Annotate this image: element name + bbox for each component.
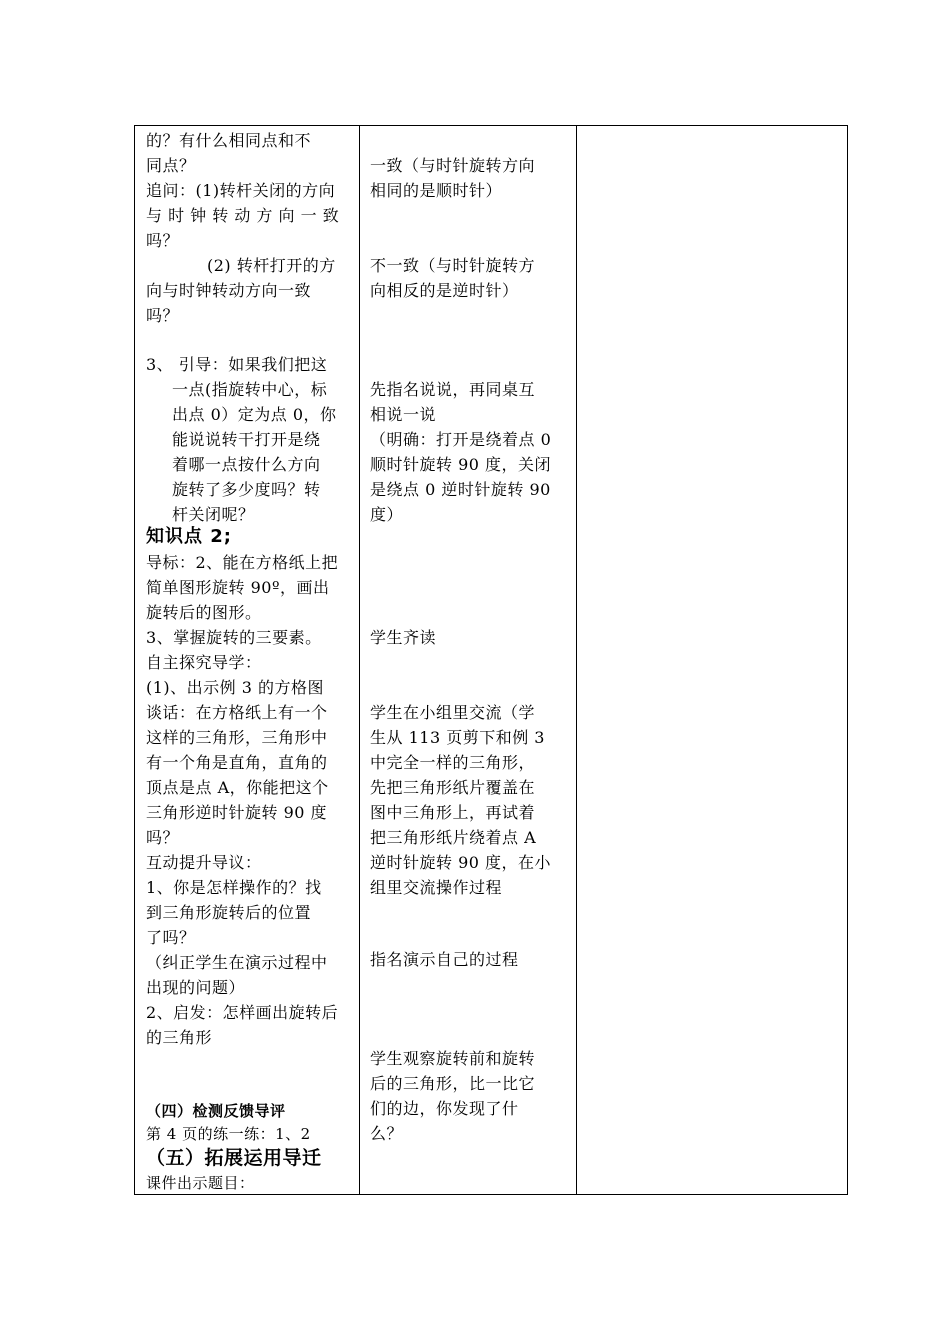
col1-line: 第 4 页的练一练：1、2 [146, 1125, 311, 1143]
col1-line: 有一个角是直角，直角的 [146, 753, 328, 772]
col1-line: 三角形逆时针旋转 90 度 [146, 803, 328, 822]
col2-line: 一致（与时针旋转方向 [370, 156, 536, 175]
lesson-plan-table [134, 125, 848, 1195]
col2-line: 把三角形纸片绕着点 A [370, 828, 537, 847]
col2-line: 图中三角形上，再试着 [370, 803, 536, 822]
col1-line: 旋转后的图形。 [146, 603, 262, 622]
col2-line: 顺时针旋转 90 度，关闭 [370, 455, 552, 474]
col1-line: 一点(指旋转中心，标 [172, 380, 328, 399]
col1-line: 向与时钟转动方向一致 [146, 281, 312, 300]
col2-line: 先把三角形纸片覆盖在 [370, 778, 536, 797]
col1-line: 谈话：在方格纸上有一个 [146, 703, 328, 722]
col2-line: （明确：打开是绕着点 0 [370, 430, 552, 449]
col1-line: 的三角形 [146, 1028, 213, 1047]
col1-line: 导标：2、能在方格纸上把 [146, 553, 339, 572]
col1-line: 互动提升导议： [146, 853, 262, 872]
col1-line: 的？有什么相同点和不 [146, 131, 312, 150]
col1-line: 3、掌握旋转的三要素。 [146, 628, 322, 647]
col1-line: 着哪一点按什么方向 [172, 455, 321, 474]
col1-line: 2、启发：怎样画出旋转后 [146, 1003, 339, 1022]
col1-line: 自主探究导学： [146, 653, 262, 672]
col2-line: 学生齐读 [370, 628, 437, 647]
col2-line: 么？ [370, 1124, 404, 1143]
col1-line: （纠正学生在演示过程中 [146, 953, 328, 972]
section-heading: （四）检测反馈导评 [146, 1102, 286, 1120]
col1-line: 3、 引导：如果我们把这 [146, 355, 328, 374]
column-divider-1 [359, 126, 360, 1194]
col2-line: 不一致（与时针旋转方 [370, 256, 536, 275]
col2-line: 学生在小组里交流（学 [370, 703, 536, 722]
col2-line: 相说一说 [370, 405, 437, 424]
col2-line: 相同的是顺时针） [370, 181, 503, 200]
col1-line: 出点 0）定为点 0，你 [172, 405, 337, 424]
col2-line: 后的三角形，比一比它 [370, 1074, 536, 1093]
col2-line: 指名演示自己的过程 [370, 950, 519, 969]
col1-line: 与 时 钟 转 动 方 向 一 致 [146, 206, 340, 225]
col1-line: 吗？ [146, 306, 180, 325]
col1-line: 了吗？ [146, 928, 196, 947]
col1-line: 能说说转干打开是绕 [172, 430, 321, 449]
col1-line: 杆关闭呢？ [172, 505, 255, 524]
col1-line: 旋转了多少度吗？转 [172, 480, 321, 499]
col1-line: 追问：(1)转杆关闭的方向 [146, 181, 336, 200]
col2-line: 学生观察旋转前和旋转 [370, 1049, 536, 1068]
col1-line: (1)、出示例 3 的方格图 [146, 678, 325, 697]
col2-line: 们的边，你发现了什 [370, 1099, 519, 1118]
col2-line: 逆时针旋转 90 度，在小 [370, 853, 552, 872]
col1-line: 课件出示题目： [146, 1174, 255, 1192]
col1-line: 这样的三角形，三角形中 [146, 728, 328, 747]
col1-line: 到三角形旋转后的位置 [146, 903, 312, 922]
col1-line: 顶点是点 A，你能把这个 [146, 778, 329, 797]
col2-line: 向相反的是逆时针） [370, 281, 519, 300]
col2-line: 是绕点 0 逆时针旋转 90 [370, 480, 551, 499]
col2-line: 组里交流操作过程 [370, 878, 503, 897]
col2-line: 中完全一样的三角形， [370, 753, 536, 772]
column-divider-2 [576, 126, 577, 1194]
col1-line: 吗？ [146, 231, 180, 250]
col1-line: 吗？ [146, 828, 180, 847]
col1-line: (2) 转杆打开的方 [207, 256, 336, 275]
section-heading: （五）拓展运用导迁 [146, 1147, 322, 1169]
col1-line: 出现的问题） [146, 978, 246, 997]
col2-line: 生从 113 页剪下和例 3 [370, 728, 545, 747]
section-heading: 知识点 2; [146, 526, 232, 547]
col2-line: 先指名说说，再同桌互 [370, 380, 536, 399]
col1-line: 同点？ [146, 156, 196, 175]
col1-line: 简单图形旋转 90º，画出 [146, 578, 330, 597]
col2-line: 度） [370, 505, 404, 524]
col1-line: 1、你是怎样操作的？找 [146, 878, 322, 897]
